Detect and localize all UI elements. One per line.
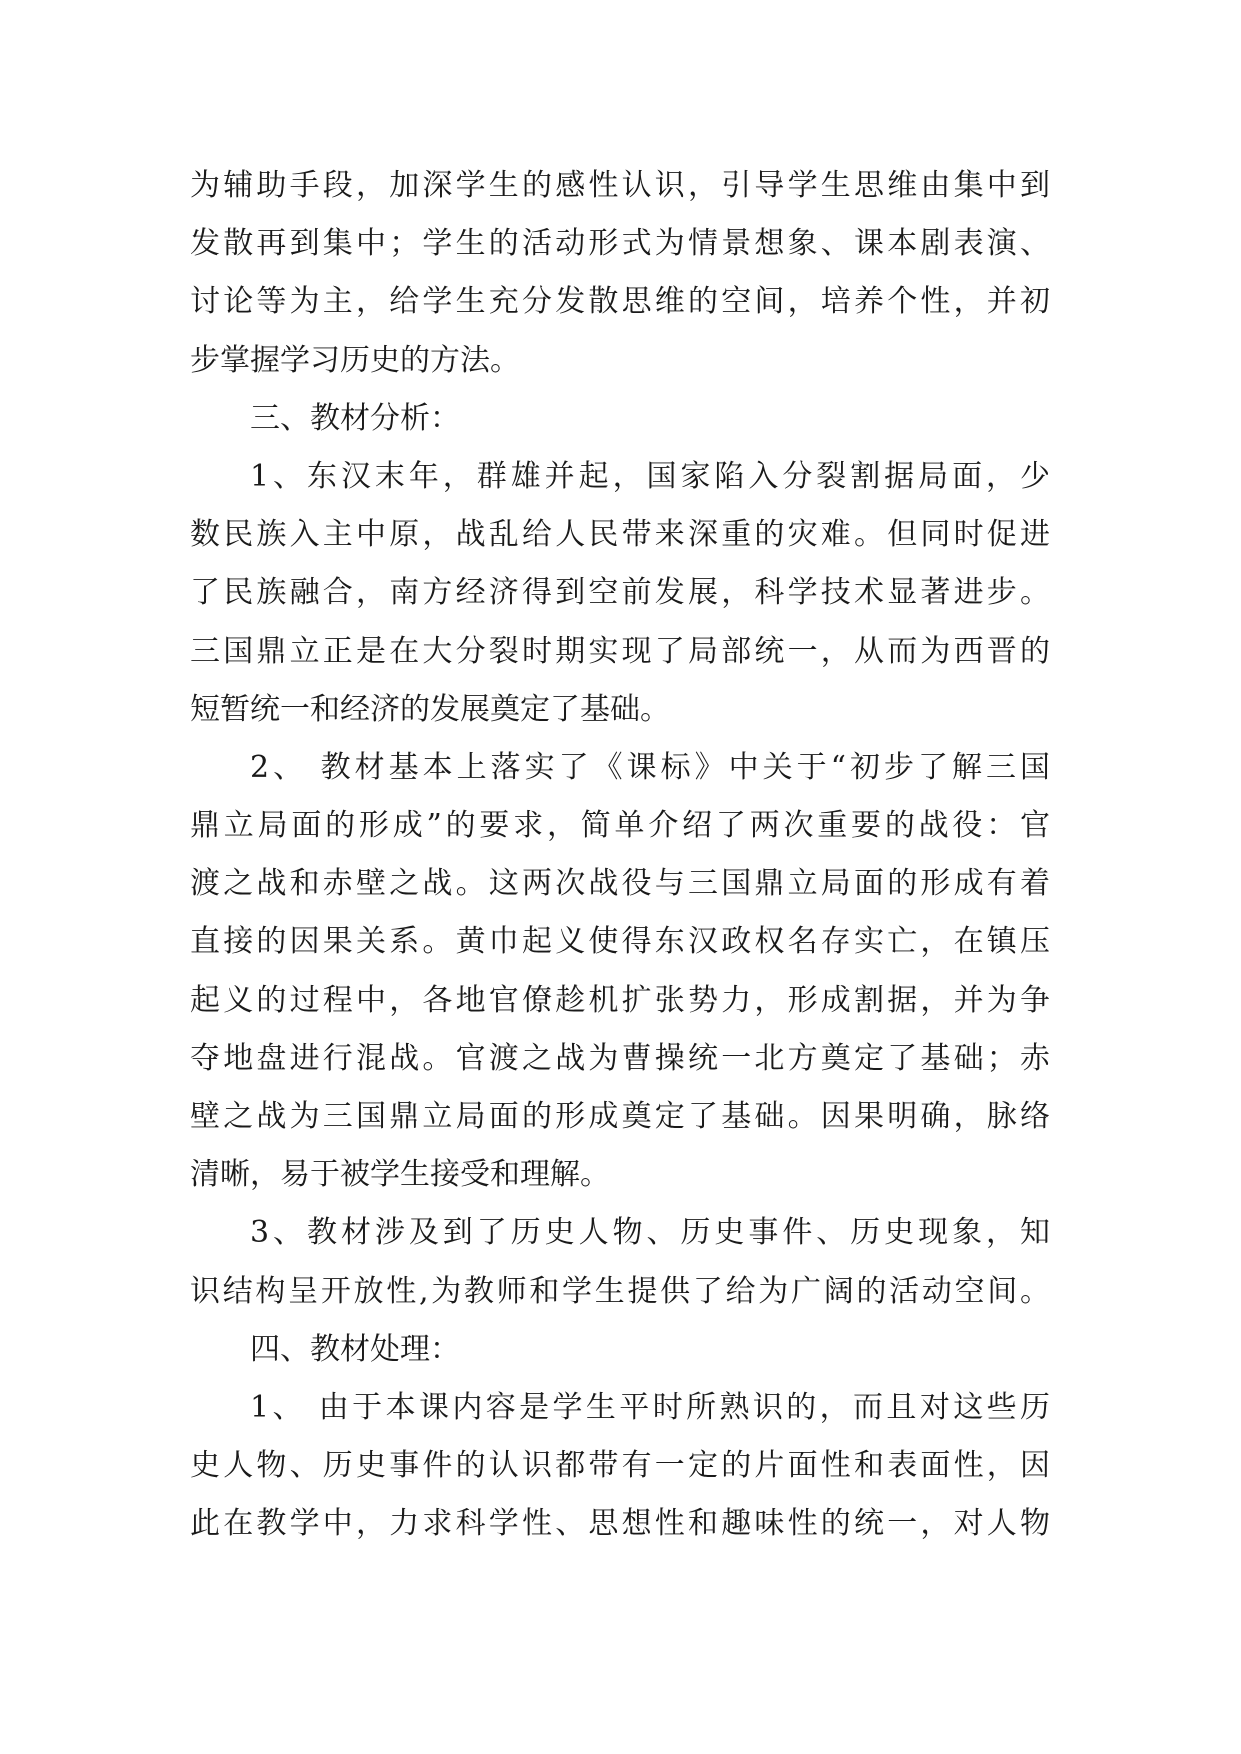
text-line: 渡之战和赤壁之战。这两次战役与三国鼎立局面的形成有着	[190, 866, 1050, 902]
body-text	[190, 157, 1050, 1554]
text-line: 讨论等为主，给学生充分发散思维的空间，培养个性，并初	[190, 284, 1050, 320]
text-line: 夺地盘进行混战。官渡之战为曹操统一北方奠定了基础；赤	[190, 1040, 1050, 1076]
text-line: 直接的因果关系。黄巾起义使得东汉政权名存实亡，在镇压	[190, 924, 1050, 960]
text-line: 发散再到集中；学生的活动形式为情景想象、课本剧表演、	[190, 226, 1050, 262]
text-line: 此在教学中，力求科学性、思想性和趣味性的统一，对人物	[190, 1506, 1050, 1542]
text-line: 鼎立局面的形成”的要求，简单介绍了两次重要的战役：官	[190, 808, 1050, 844]
text-line: 史人物、历史事件的认识都带有一定的片面性和表面性，因	[190, 1448, 1050, 1484]
text-line: 四、教材处理：	[250, 1331, 460, 1367]
text-line: 3、教材涉及到了历史人物、历史事件、历史现象，知	[250, 1215, 1050, 1251]
text-line: 了民族融合，南方经济得到空前发展，科学技术显著进步。	[190, 575, 1050, 611]
text-line: 1、 由于本课内容是学生平时所熟识的，而且对这些历	[250, 1389, 1050, 1425]
text-line: 数民族入主中原，战乱给人民带来深重的灾难。但同时促进	[190, 517, 1050, 553]
text-line: 起义的过程中，各地官僚趁机扩张势力，形成割据，并为争	[190, 982, 1050, 1018]
text-line: 三、教材分析：	[250, 400, 460, 436]
text-line: 壁之战为三国鼎立局面的形成奠定了基础。因果明确，脉络	[190, 1099, 1050, 1134]
text-line: 短暂统一和经济的发展奠定了基础。	[190, 691, 670, 727]
text-line: 1、东汉末年，群雄并起，国家陷入分裂割据局面，少	[250, 458, 1050, 494]
text-line: 2、 教材基本上落实了《课标》中关于“初步了解三国	[250, 749, 1050, 785]
text-line: 步掌握学习历史的方法。	[190, 342, 520, 378]
text-line: 清晰，易于被学生接受和理解。	[190, 1157, 610, 1193]
text-line: 三国鼎立正是在大分裂时期实现了局部统一，从而为西晋的	[190, 633, 1050, 669]
text-line: 识结构呈开放性,为教师和学生提供了给为广阔的活动空间。	[190, 1273, 1050, 1309]
text-line: 为辅助手段，加深学生的感性认识，引导学生思维由集中到	[190, 168, 1050, 203]
